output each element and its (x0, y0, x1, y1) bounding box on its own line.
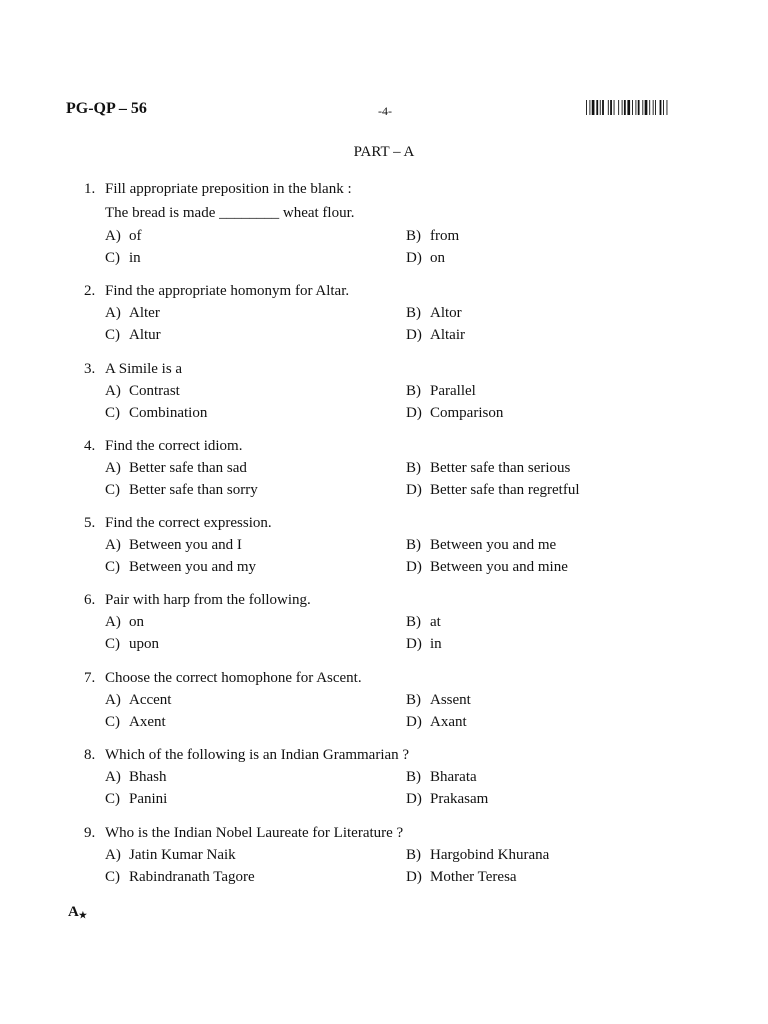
barcode-bar (667, 100, 668, 115)
question-subtext: The bread is made ________ wheat flour. (105, 205, 355, 221)
option-item (406, 324, 465, 346)
option-letter: A) (105, 769, 121, 785)
star-icon: ★ (78, 910, 87, 920)
option-item (105, 457, 247, 479)
option-text: Better safe than regretful (430, 482, 580, 498)
option-item (406, 611, 441, 633)
option-text: of (129, 228, 142, 244)
option-letter: D) (406, 250, 422, 266)
barcode-bar (586, 100, 587, 115)
option-letter: C) (105, 869, 120, 885)
barcode-bar (645, 100, 648, 115)
barcode-bar (660, 100, 662, 115)
option-item (406, 380, 476, 402)
option-text: Between you and my (129, 559, 257, 575)
barcode-bar (642, 100, 643, 115)
barcode-bar (602, 100, 604, 115)
option-letter: A) (105, 228, 121, 244)
option-letter: B) (406, 614, 421, 630)
option-item (105, 866, 255, 888)
option-letter: C) (105, 559, 120, 575)
option-letter: B) (406, 769, 421, 785)
question-text: Find the correct idiom. (105, 438, 243, 454)
option-text: Prakasam (430, 791, 489, 807)
option-text: Bharata (430, 769, 477, 785)
option-text: Better safe than serious (430, 460, 571, 476)
option-item (105, 479, 258, 501)
option-item (406, 479, 580, 501)
option-letter: D) (406, 791, 422, 807)
option-letter: B) (406, 847, 421, 863)
option-letter: B) (406, 383, 421, 399)
option-text: Comparison (430, 405, 504, 421)
option-item (105, 633, 159, 655)
option-text: Axant (430, 714, 467, 730)
question-text: A Simile is a (105, 361, 183, 377)
option-text: from (430, 228, 460, 244)
option-text: in (129, 250, 141, 266)
option-letter: B) (406, 305, 421, 321)
barcode-bar (635, 100, 636, 115)
option-item (105, 380, 180, 402)
option-item (406, 711, 467, 733)
option-item (406, 844, 549, 866)
option-item (406, 689, 471, 711)
question-text: Find the appropriate homonym for Altar. (105, 283, 350, 299)
option-text: Bhash (129, 769, 167, 785)
option-item (406, 225, 459, 247)
option-text: Between you and me (430, 537, 557, 553)
option-item (105, 844, 236, 866)
option-text: Panini (129, 791, 168, 807)
option-letter: A) (105, 305, 121, 321)
option-letter: C) (105, 405, 120, 421)
option-letter: C) (105, 714, 120, 730)
question-number: 1. (84, 181, 96, 197)
option-item (105, 711, 166, 733)
question-text: Pair with harp from the following. (105, 592, 311, 608)
barcode-bar (663, 100, 664, 115)
option-item (406, 247, 445, 269)
option-item (406, 534, 556, 556)
option-text: Axent (129, 714, 166, 730)
barcode-bar (600, 100, 601, 115)
barcode-bar (608, 100, 609, 115)
option-text: Better safe than sorry (129, 482, 258, 498)
barcode-bar (632, 100, 633, 115)
footer-mark-letter: A (68, 904, 79, 920)
option-item (105, 689, 171, 711)
option-item (406, 633, 442, 655)
option-item (105, 302, 160, 324)
barcode-bar (596, 100, 598, 115)
barcode-bar (622, 100, 623, 115)
option-letter: D) (406, 405, 422, 421)
option-text: Altair (430, 327, 465, 343)
option-text: Between you and I (129, 537, 242, 553)
barcode-bar (653, 100, 654, 115)
option-text: Better safe than sad (129, 460, 247, 476)
option-item (105, 556, 256, 578)
barcode-bar (624, 100, 626, 115)
option-text: Parallel (430, 383, 476, 399)
option-letter: D) (406, 327, 422, 343)
option-text: Combination (129, 405, 208, 421)
option-item (406, 556, 568, 578)
option-text: Rabindranath Tagore (129, 869, 255, 885)
footer-mark (68, 904, 87, 921)
barcode-bar (592, 100, 595, 115)
option-item (406, 788, 488, 810)
option-text: on (129, 614, 144, 630)
option-letter: C) (105, 250, 120, 266)
question-text: Find the correct expression. (105, 515, 272, 531)
option-letter: A) (105, 847, 121, 863)
option-text: Mother Teresa (430, 869, 517, 885)
option-item (105, 534, 242, 556)
option-item (105, 225, 142, 247)
barcode-icon (586, 100, 702, 115)
question-text: Fill appropriate preposition in the blank : (105, 181, 352, 197)
question-number: 3. (84, 361, 96, 377)
option-letter: B) (406, 460, 421, 476)
option-text: at (430, 614, 441, 630)
barcode-bar (589, 100, 590, 115)
option-text: on (430, 250, 445, 266)
part-title: PART – A (353, 144, 415, 160)
option-text: in (430, 636, 442, 652)
question-number: 6. (84, 592, 96, 608)
barcode-bar (627, 100, 630, 115)
option-text: Between you and mine (430, 559, 568, 575)
option-text: Altor (430, 305, 462, 321)
option-letter: C) (105, 482, 120, 498)
option-text: Hargobind Khurana (430, 847, 550, 863)
option-text: Assent (430, 692, 471, 708)
option-letter: C) (105, 327, 120, 343)
option-item (406, 866, 517, 888)
option-letter: D) (406, 636, 422, 652)
option-item (406, 402, 503, 424)
option-letter: A) (105, 537, 121, 553)
option-item (105, 766, 167, 788)
option-item (406, 766, 477, 788)
question-number: 7. (84, 670, 96, 686)
option-letter: C) (105, 791, 120, 807)
option-letter: A) (105, 383, 121, 399)
option-letter: D) (406, 869, 422, 885)
question-text: Who is the Indian Nobel Laureate for Literature ? (105, 825, 404, 841)
option-text: Contrast (129, 383, 180, 399)
option-letter: D) (406, 559, 422, 575)
page-number: -4- (378, 104, 392, 118)
question-number: 8. (84, 747, 96, 763)
barcode-bar (649, 100, 650, 115)
option-item (105, 788, 167, 810)
option-letter: C) (105, 636, 120, 652)
barcode-bar (638, 100, 640, 115)
option-text: Altur (129, 327, 161, 343)
option-item (105, 247, 141, 269)
barcode-bar (614, 100, 615, 115)
option-item (105, 611, 144, 633)
question-text: Choose the correct homophone for Ascent. (105, 670, 362, 686)
option-item (406, 302, 462, 324)
option-text: Alter (129, 305, 160, 321)
option-item (406, 457, 570, 479)
question-number: 9. (84, 825, 96, 841)
option-letter: A) (105, 460, 121, 476)
barcode-bar (618, 100, 619, 115)
option-letter: A) (105, 614, 121, 630)
option-text: Accent (129, 692, 172, 708)
option-text: upon (129, 636, 159, 652)
barcode-bar (610, 100, 612, 115)
option-item (105, 324, 161, 346)
question-number: 2. (84, 283, 96, 299)
option-text: Jatin Kumar Naik (129, 847, 236, 863)
question-number: 5. (84, 515, 96, 531)
paper-code: PG-QP – 56 (66, 100, 147, 117)
option-item (105, 402, 207, 424)
option-letter: D) (406, 714, 422, 730)
barcode-bar (655, 100, 656, 115)
option-letter: B) (406, 228, 421, 244)
question-number: 4. (84, 438, 96, 454)
question-text: Which of the following is an Indian Grammarian ? (105, 747, 410, 763)
option-letter: D) (406, 482, 422, 498)
option-letter: B) (406, 692, 421, 708)
option-letter: B) (406, 537, 421, 553)
option-letter: A) (105, 692, 121, 708)
